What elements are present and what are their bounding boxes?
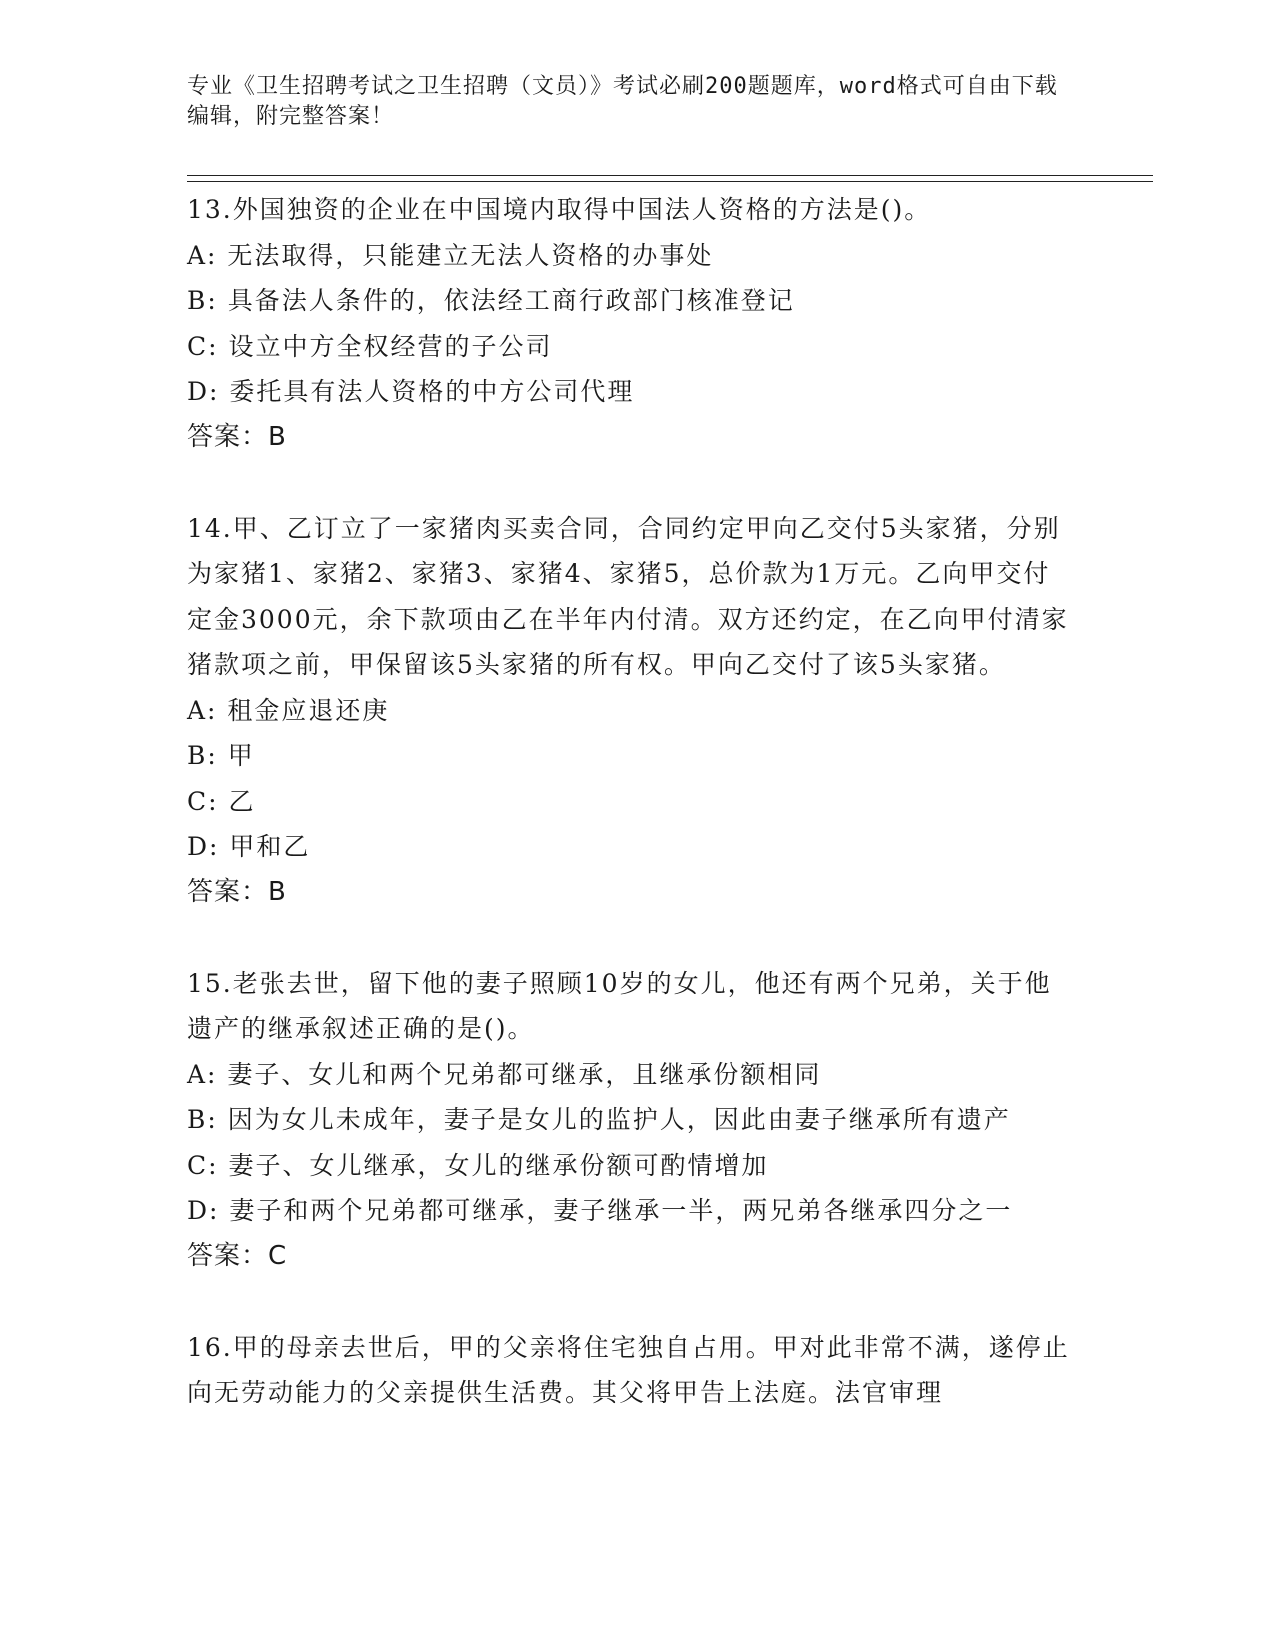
question-15 xyxy=(187,961,1077,1280)
question-stem: 13.外国独资的企业在中国境内取得中国法人资格的方法是()。 xyxy=(187,195,932,224)
option-b: B: 因为女儿未成年，妻子是女儿的监护人，因此由妻子继承所有遗产 xyxy=(187,1105,1011,1134)
option-a: A: 妻子、女儿和两个兄弟都可继承，且继承份额相同 xyxy=(187,1059,822,1089)
question-14 xyxy=(187,506,1077,916)
header-divider-bottom xyxy=(187,181,1153,182)
answer-line: 答案：B xyxy=(187,876,287,907)
question-stem: 15.老张去世，留下他的妻子照顾10岁的女儿，他还有两个兄弟，关于他遗产的继承叙述正确的是()。 xyxy=(187,968,1052,1043)
question-list xyxy=(187,187,1077,1461)
option-d: D: 委托具有法人资格的中方公司代理 xyxy=(187,377,635,406)
option-b: B: 甲 xyxy=(187,741,255,770)
question-stem: 14.甲、乙订立了一家猪肉买卖合同，合同约定甲向乙交付5头家猪，分别为家猪1、家猪2、家猪3、家猪4、家猪5，总价款为1万元。乙向甲交付定金3000元，余下款项由乙在半年内付清。双方还约定，在乙向甲付清家猪款项之前，甲保留该5头家猪的所有权。甲向乙交付了该5头家猪。 xyxy=(187,513,1069,679)
option-c: C: 设立中方全权经营的子公司 xyxy=(187,331,553,361)
option-a: A: 无法取得，只能建立无法人资格的办事处 xyxy=(187,240,714,270)
answer-line: 答案：B xyxy=(187,421,287,452)
header-divider-top xyxy=(187,175,1153,176)
option-b: B: 具备法人条件的，依法经工商行政部门核准登记 xyxy=(187,286,795,315)
answer-line: 答案：C xyxy=(187,1240,288,1271)
option-d: D: 甲和乙 xyxy=(187,832,311,861)
option-a: A: 租金应退还庚 xyxy=(187,695,390,725)
document-header: 专业《卫生招聘考试之卫生招聘（文员）》考试必刷200题题库，word格式可自由下载编辑，附完整答案！ xyxy=(187,74,1058,129)
option-c: C: 妻子、女儿继承，女儿的继承份额可酌情增加 xyxy=(187,1150,769,1180)
option-d: D: 妻子和两个兄弟都可继承，妻子继承一半，两兄弟各继承四分之一 xyxy=(187,1196,1013,1225)
option-c: C: 乙 xyxy=(187,786,256,816)
question-16 xyxy=(187,1325,1077,1416)
question-stem: 16.甲的母亲去世后，甲的父亲将住宅独自占用。甲对此非常不满，遂停止向无劳动能力的父亲提供生活费。其父将甲告上法庭。法官审理 xyxy=(187,1332,1070,1407)
question-13 xyxy=(187,187,1077,460)
